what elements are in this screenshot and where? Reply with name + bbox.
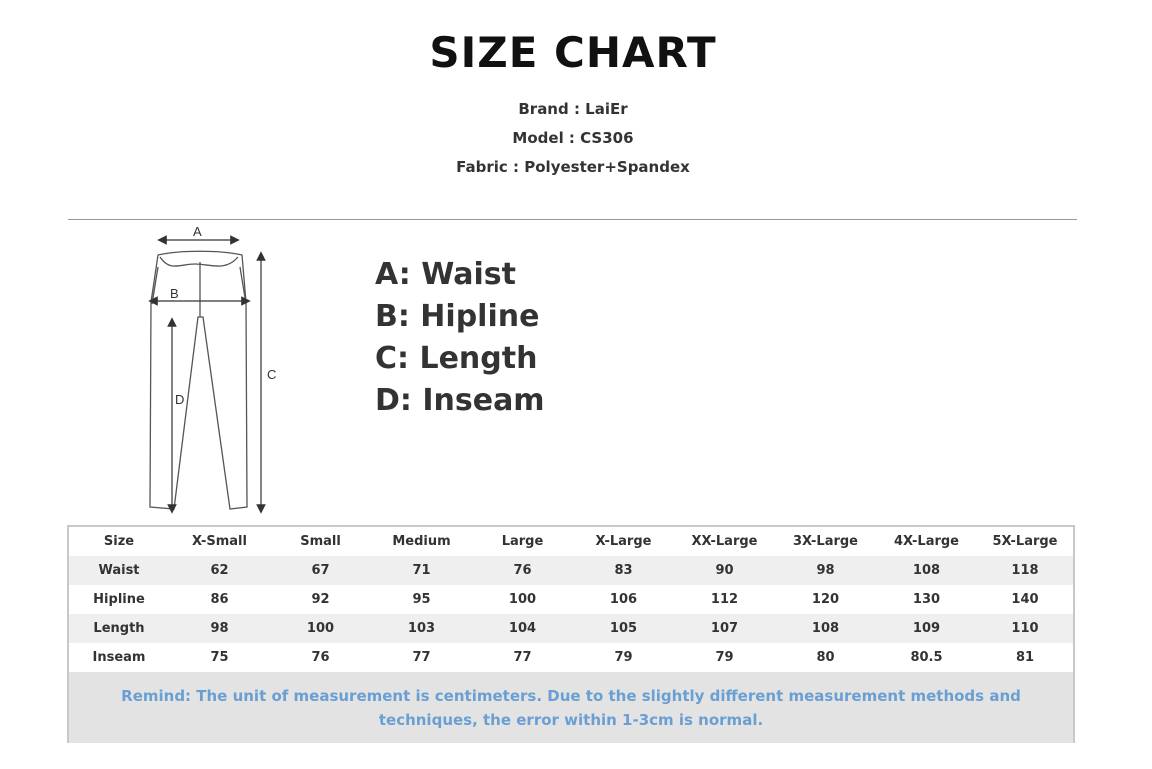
header-cell: Size — [103, 534, 135, 549]
header-cell: 5X-Large — [992, 534, 1058, 549]
table-cell: 77 — [513, 650, 532, 665]
table-cell: 100 — [270, 614, 371, 643]
table-cell: 75 — [210, 650, 229, 665]
model-text: Model : CS306 — [512, 129, 634, 147]
fabric-text: Fabric : Polyester+Spandex — [456, 158, 690, 176]
table-cell: 76 — [311, 650, 330, 665]
table-cell: 92 — [311, 592, 330, 607]
table-cell: 106 — [609, 592, 638, 607]
table-cell: 110 — [977, 614, 1073, 643]
table-cell: 130 — [912, 592, 941, 607]
table-cell: 77 — [412, 650, 431, 665]
label-d: D — [175, 392, 185, 407]
table-cell: 67 — [270, 556, 371, 585]
table-cell: 80.5 — [910, 650, 943, 665]
label-b: B — [170, 286, 179, 301]
table-cell: 90 — [674, 556, 775, 585]
header-cell: X-Large — [595, 534, 652, 549]
table-cell: 118 — [977, 556, 1073, 585]
table-cell: 100 — [508, 592, 537, 607]
table-cell: 71 — [371, 556, 472, 585]
table-cell: Inseam — [92, 650, 146, 665]
table-cell: 107 — [674, 614, 775, 643]
table-row-inseam — [69, 643, 1073, 672]
header-cell: 3X-Large — [793, 534, 858, 549]
header-cell: X-Small — [192, 534, 247, 549]
header-cell: XX-Large — [691, 534, 758, 549]
label-c: C — [267, 367, 277, 382]
table-cell: 86 — [210, 592, 229, 607]
table-row-length — [69, 614, 1073, 643]
legend-hipline: B: Hipline — [375, 299, 540, 334]
table-cell: 103 — [371, 614, 472, 643]
table-cell: 95 — [412, 592, 431, 607]
label-a: A — [193, 224, 202, 239]
table-cell: 104 — [472, 614, 573, 643]
table-cell: 83 — [573, 556, 674, 585]
table-cell: 140 — [1011, 592, 1039, 607]
table-cell: Waist — [69, 556, 169, 585]
table-cell: 108 — [775, 614, 876, 643]
divider — [68, 219, 1077, 220]
table-cell: 80 — [816, 650, 835, 665]
measurement-legend — [375, 254, 545, 422]
header-cell: Large — [501, 534, 544, 549]
pants-diagram — [140, 222, 290, 517]
table-cell: 98 — [775, 556, 876, 585]
table-cell: 120 — [811, 592, 840, 607]
page-title: SIZE CHART — [429, 28, 717, 77]
legend-inseam: D: Inseam — [375, 383, 545, 418]
remind-note: Remind: The unit of measurement is centimeters. Due to the slightly different measurement methods and techniques, the error within 1-3cm is normal. — [69, 672, 1073, 743]
table-cell: 76 — [472, 556, 573, 585]
legend-waist: A: Waist — [375, 257, 516, 292]
table-cell: 81 — [1015, 650, 1035, 665]
table-cell: Length — [69, 614, 169, 643]
header-cell: Medium — [392, 534, 451, 549]
table-cell: 105 — [573, 614, 674, 643]
legend-length: C: Length — [375, 341, 538, 376]
table-cell: 98 — [169, 614, 270, 643]
table-row-waist — [69, 556, 1073, 585]
table-cell: 62 — [169, 556, 270, 585]
table-cell: 79 — [715, 650, 734, 665]
table-cell: 79 — [614, 650, 633, 665]
table-cell: 112 — [710, 592, 739, 607]
table-cell: Hipline — [93, 592, 145, 607]
header-cell: Small — [300, 534, 341, 549]
table-cell: 108 — [876, 556, 977, 585]
table-cell: 109 — [876, 614, 977, 643]
pants-outline — [150, 251, 247, 509]
header-cell: 4X-Large — [894, 534, 959, 549]
brand-text: Brand : LaiEr — [518, 100, 628, 118]
table-row-hipline — [69, 585, 1073, 614]
size-table — [67, 525, 1075, 743]
table-header-row — [69, 527, 1073, 556]
